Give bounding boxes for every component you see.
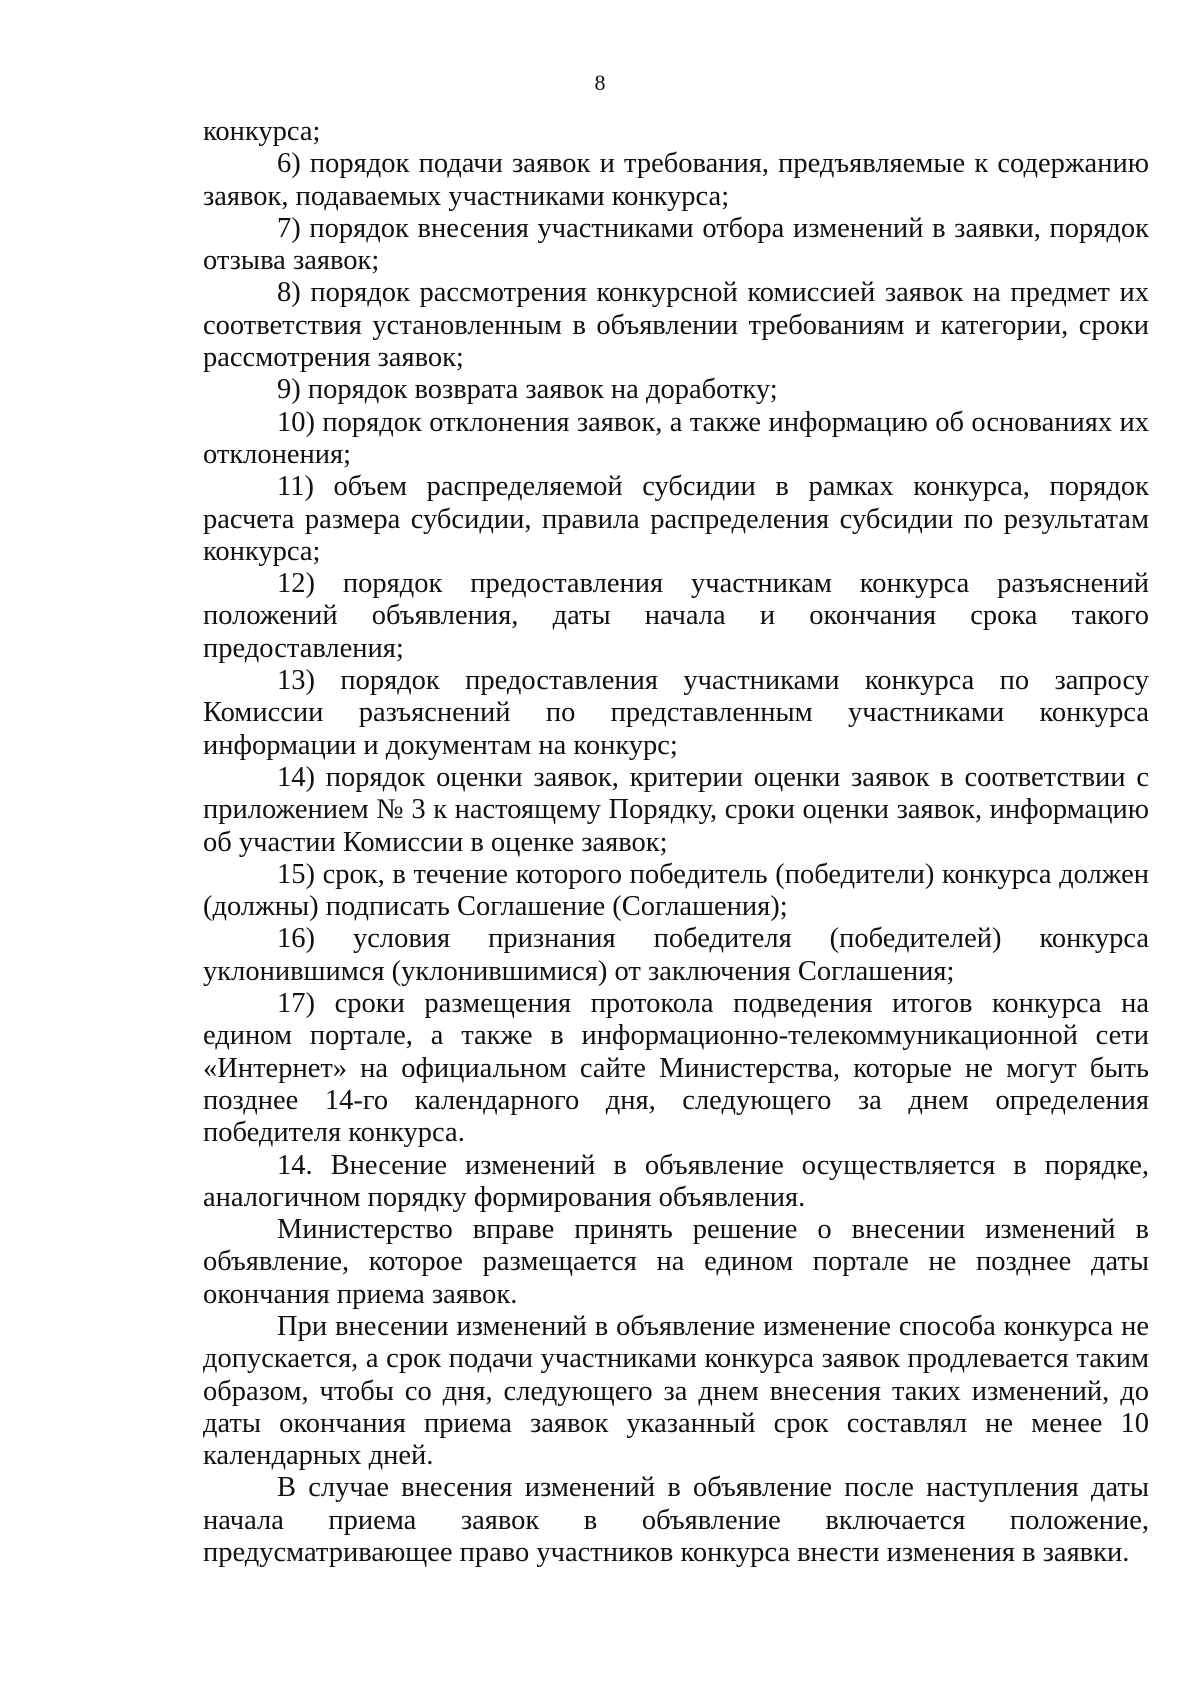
paragraph-change-procedure: При внесении изменений в объявление изменение способа конкурса не допускается, а срок подачи участниками конкурса заявок продлевается таким образом, чтобы со дня, следующего за днем внесения таких изменений, до даты окончания приема заявок указанный срок составлял не менее 10 календарных дней. — [203, 1310, 1149, 1472]
paragraph-item-12: 12) порядок предоставления участникам конкурса разъяснений положений объявления, даты начала и окончания срока такого предоставления; — [203, 568, 1149, 664]
paragraph-continuation: конкурса; — [203, 116, 321, 147]
paragraph-item-9: 9) порядок возврата заявок на доработку; — [277, 374, 778, 406]
paragraph-ministry-decision: Министерство вправе принять решение о внесении изменений в объявление, которое размещается на едином портале не позднее даты окончания приема заявок. — [203, 1214, 1149, 1310]
paragraph-item-15: 15) срок, в течение которого победитель (победители) конкурса должен (должны) подписать Соглашение (Соглашения); — [203, 858, 1149, 923]
paragraph-item-7: 7) порядок внесения участниками отбора изменений в заявки, порядок отзыва заявок; — [203, 212, 1149, 277]
paragraph-item-8: 8) порядок рассмотрения конкурсной комиссией заявок на предмет их соответствия установленным в объявлении требованиям и категории, сроки рассмотрения заявок; — [203, 277, 1149, 374]
paragraph-item-13: 13) порядок предоставления участниками конкурса по запросу Комиссии разъяснений по представленным участниками конкурса информации и документам на конкурс; — [203, 665, 1149, 761]
paragraph-item-17: 17) сроки размещения протокола подведения итогов конкурса на едином портале, а также в информационно-телекоммуникационной сети «Интернет» на официальном сайте Министерства, которые не могут быть позднее 14-го календарного дня, следующего за днем определения победителя конкурса. — [203, 988, 1149, 1149]
page-number: 8 — [594, 70, 606, 95]
paragraph-change-after-start: В случае внесения изменений в объявление после наступления даты начала приема заявок в объявление включается положение, предусматривающее право участников конкурса внести изменения в заявки. — [203, 1472, 1149, 1569]
paragraph-item-11: 11) объем распределяемой субсидии в рамках конкурса, порядок расчета размера субсидии, правила распределения субсидии по результатам конкурса; — [203, 471, 1149, 567]
paragraph-item-16: 16) условия признания победителя (победителей) конкурса уклонившимся (уклонившимися) от заключения Соглашения; — [203, 923, 1149, 987]
paragraph-item-10: 10) порядок отклонения заявок, а также информацию об основаниях их отклонения; — [203, 406, 1149, 470]
paragraph-item-14: 14) порядок оценки заявок, критерии оценки заявок в соответствии с приложением № 3 к настоящему Порядку, сроки оценки заявок, информацию об участии Комиссии в оценке заявок; — [203, 761, 1149, 858]
paragraph-item-6: 6) порядок подачи заявок и требования, предъявляемые к содержанию заявок, подаваемых участниками конкурса; — [203, 148, 1149, 212]
document-body — [203, 116, 1149, 1569]
paragraph-section-14: 14. Внесение изменений в объявление осуществляется в порядке, аналогичном порядку формирования объявления. — [203, 1149, 1149, 1213]
